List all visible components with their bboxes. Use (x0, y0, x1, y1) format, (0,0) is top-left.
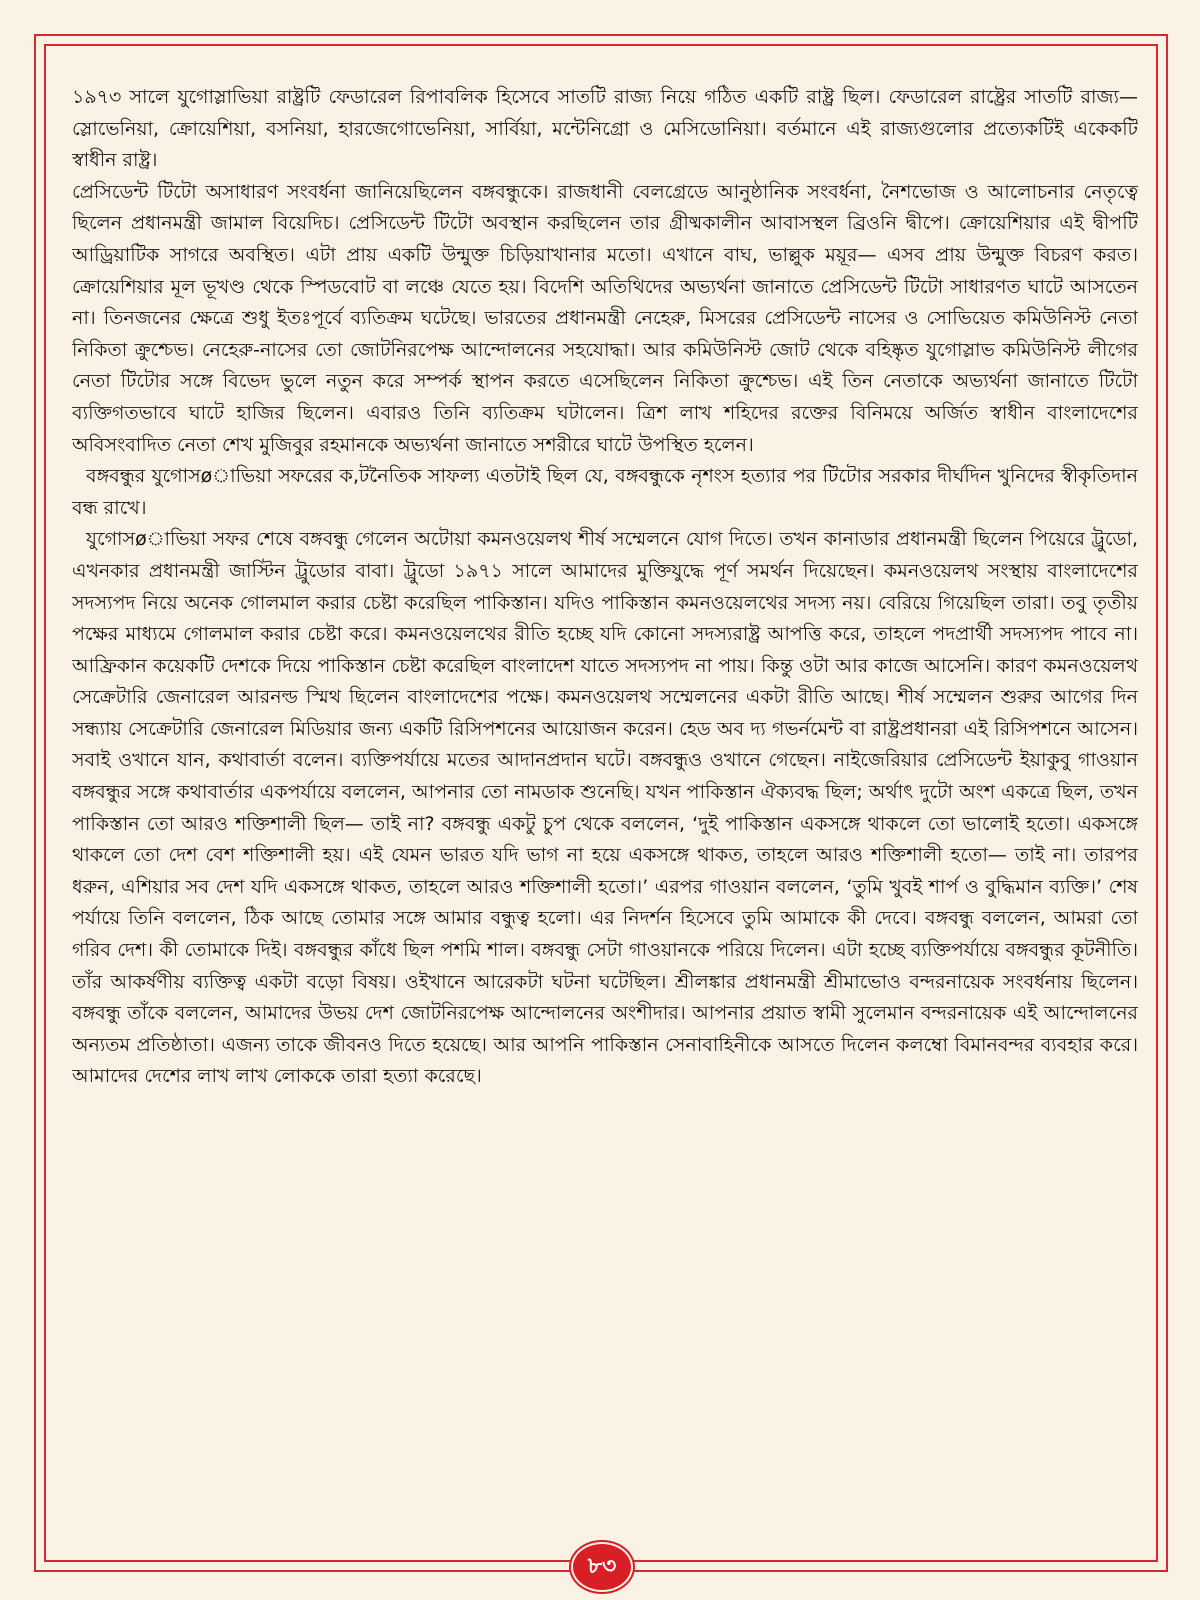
paragraph-yugoslavia-states: ১৯৭৩ সালে যুগোস্লাভিয়া রাষ্ট্রটি ফেডারেল রিপাবলিক হিসেবে সাতটি রাজ্য নিয়ে গঠিত একটি রাষ্ট্র ছিল। ফেডারেল রাষ্ট্রের সাতটি রাজ্য— স্লোভেনিয়া, ক্রোয়েশিয়া, বসনিয়া, হারজেগোভেনিয়া, সার্বিয়া, মন্টেনিগ্রো ও মেসিডোনিয়া। বর্তমানে এই রাজ্যগুলোর প্রত্যেকটিই একেকটি স্বাধীন রাষ্ট্র। (72, 86, 1138, 172)
paragraph-commonwealth-summit: যুগোসøাভিয়া সফর শেষে বঙ্গবন্ধু গেলেন অটোয়া কমনওয়েলথ শীর্ষ সম্মেলনে যোগ দিতে। তখন কানাডার প্রধানমন্ত্রী ছিলেন পিয়েরে ট্রুডো, এখনকার প্রধানমন্ত্রী জাস্টিন ট্রুডোর বাবা। ট্রুডো ১৯৭১ সালে আমাদের মুক্তিযুদ্ধে পূর্ণ সমর্থন দিয়েছেন। কমনওয়েলথ সংস্থায় বাংলাদেশের সদস্যপদ নিয়ে অনেক গোলমাল করার চেষ্টা করেছিল পাকিস্তান। যদিও পাকিস্তান কমনওয়েলথের সদস্য নয়। বেরিয়ে গিয়েছিল তারা। তবু তৃতীয় পক্ষের মাধ্যমে গোলমাল করার চেষ্টা করে। কমনওয়েলথের রীতি হচ্ছে যদি কোনো সদস্যরাষ্ট্র আপত্তি করে, তাহলে পদপ্রার্থী সদস্যপদ পাবে না। আফ্রিকান কয়েকটি দেশকে দিয়ে পাকিস্তান চেষ্টা করেছিল বাংলাদেশ যাতে সদস্যপদ না পায়। কিন্তু ওটা আর কাজে আসেনি। কারণ কমনওয়েলথ সেক্রেটারি জেনারেল আরনল্ড স্মিথ ছিলেন বাংলাদেশের পক্ষে। কমনওয়েলথ সম্মেলনের একটা রীতি আছে। শীর্ষ সম্মেলন শুরুর আগের দিন সন্ধ্যায় সেক্রেটারি জেনারেল মিডিয়ার জন্য একটি রিসিপশনের আয়োজন করেন। হেড অব দ্য গভর্নমেন্ট বা রাষ্ট্রপ্রধানরা এই রিসিপশনে আসেন। সবাই ওখানে যান, কথাবার্তা বলেন। ব্যক্তিপর্যায়ে মতের আদানপ্রদান ঘটে। বঙ্গবন্ধুও ওখানে গেছেন। নাইজেরিয়ার প্রেসিডেন্ট ইয়াকুবু গাওয়ান বঙ্গবন্ধুর সঙ্গে কথাবার্তার একপর্যায়ে বললেন, আপনার তো নামডাক শুনেছি। যখন পাকিস্তান ঐক্যবদ্ধ ছিল; অর্থাৎ দুটো অংশ একত্রে ছিল, তখন পাকিস্তান তো আরও শক্তিশালী ছিল— তাই না? বঙ্গবন্ধু একটু চুপ থেকে বললেন, ‘দুই পাকিস্তান একসঙ্গে থাকলে তো ভালোই হতো। একসঙ্গে থাকলে তো দেশ বেশ শক্তিশালী হয়। এই যেমন ভারত যদি ভাগ না হয়ে একসঙ্গে থাকত, তাহলে আরও শক্তিশালী হতো— তাই না। তারপর ধরুন, এশিয়ার সব দেশ যদি একসঙ্গে থাকত, তাহলে আরও শক্তিশালী হতো।’ এরপর গাওয়ান বললেন, ‘তুমি খুবই শার্প ও বুদ্ধিমান ব্যক্তি।’ শেষ পর্যায়ে তিনি বললেন, ঠিক আছে তোমার সঙ্গে আমার বন্ধুত্ব হলো। এর নিদর্শন হিসেবে তুমি আমাকে কী দেবে। বঙ্গবন্ধু বললেন, আমরা তো গরিব দেশ। কী তোমাকে দিই। বঙ্গবন্ধুর কাঁধে ছিল পশমি শাল। বঙ্গবন্ধু সেটা গাওয়ানকে পরিয়ে দিলেন। এটা হচ্ছে ব্যক্তিপর্যায়ে বঙ্গবন্ধুর কূটনীতি। তাঁর আকর্ষণীয় ব্যক্তিত্ব একটা বড়ো বিষয়। ওইখানে আরেকটা ঘটনা ঘটেছিল। শ্রীলঙ্কার প্রধানমন্ত্রী শ্রীমাভোও বন্দরনায়েক সংবর্ধনায় ছিলেন। বঙ্গবন্ধু তাঁকে বললেন, আমাদের উভয় দেশ জোটনিরপেক্ষ আন্দোলনের অংশীদার। আপনার প্রয়াত স্বামী সুলেমান বন্দরনায়েক এই আন্দোলনের অন্যতম প্রতিষ্ঠাতা। এজন্য তাকে জীবনও দিতে হয়েছে। আর আপনি পাকিস্তান সেনাবাহিনীকে আসতে দিলেন কলম্বো বিমানবন্দর ব্যবহার করে। আমাদের দেশের লাখ লাখ লোককে তারা হত্যা করেছে। (72, 528, 1138, 1088)
body-text (72, 82, 1138, 1532)
paragraph-diplomatic-success: বঙ্গবন্ধুর যুগোসøাভিয়া সফরের ক‚টনৈতিক সাফল্য এতটাই ছিল যে, বঙ্গবন্ধুকে নৃশংস হত্যার পর টিটোর সরকার দীর্ঘদিন খুনিদের স্বীকৃতিদান বন্ধ রাখে। (72, 465, 1138, 519)
paragraph-tito-reception: প্রেসিডেন্ট টিটো অসাধারণ সংবর্ধনা জানিয়েছিলেন বঙ্গবন্ধুকে। রাজধানী বেলগ্রেডে আনুষ্ঠানিক সংবর্ধনা, নৈশভোজ ও আলোচনার নেতৃত্বে ছিলেন প্রধানমন্ত্রী জামাল বিয়েদিচ। প্রেসিডেন্ট টিটো অবস্থান করছিলেন তার গ্রীষ্মকালীন আবাসস্থল ব্রিওনি দ্বীপে। ক্রোয়েশিয়ার এই দ্বীপটি আড্রিয়াটিক সাগরে অবস্থিত। এটা প্রায় একটি উন্মুক্ত চিড়িয়াখানার মতো। এখানে বাঘ, ভাল্লুক ময়ূর— এসব প্রায় উন্মুক্ত বিচরণ করত। ক্রোয়েশিয়ার মূল ভূখণ্ড থেকে স্পিডবোট বা লঞ্চে যেতে হয়। বিদেশি অতিথিদের অভ্যর্থনা জানাতে প্রেসিডেন্ট টিটো সাধারণত ঘাটে আসতেন না। তিনজনের ক্ষেত্রে শুধু ইতঃপূর্বে ব্যতিক্রম ঘটেছে। ভারতের প্রধানমন্ত্রী নেহেরু, মিসরের প্রেসিডেন্ট নাসের ও সোভিয়েত কমিউনিস্ট নেতা নিকিতা ক্রুশ্চেভ। নেহেরু-নাসের তো জোটনিরপেক্ষ আন্দোলনের সহযোদ্ধা। আর কমিউনিস্ট জোট থেকে বহিষ্কৃত যুগোস্লাভ কমিউনিস্ট লীগের নেতা টিটোর সঙ্গে বিভেদ ভুলে নতুন করে সম্পর্ক স্থাপন করতে এসেছিলেন নিকিতা ক্রুশ্চেভ। এই তিন নেতাকে অভ্যর্থনা জানাতে টিটো ব্যক্তিগতভাবে ঘাটে হাজির ছিলেন। এবারও তিনি ব্যতিক্রম ঘটালেন। ত্রিশ লাখ শহিদের রক্তের বিনিময়ে অর্জিত স্বাধীন বাংলাদেশের অবিসংবাদিত নেতা শেখ মুজিবুর রহমানকে অভ্যর্থনা জানাতে সশরীরে ঘাটে উপস্থিত হলেন। (72, 180, 1138, 456)
page-number: ৮৩ (571, 1542, 633, 1592)
